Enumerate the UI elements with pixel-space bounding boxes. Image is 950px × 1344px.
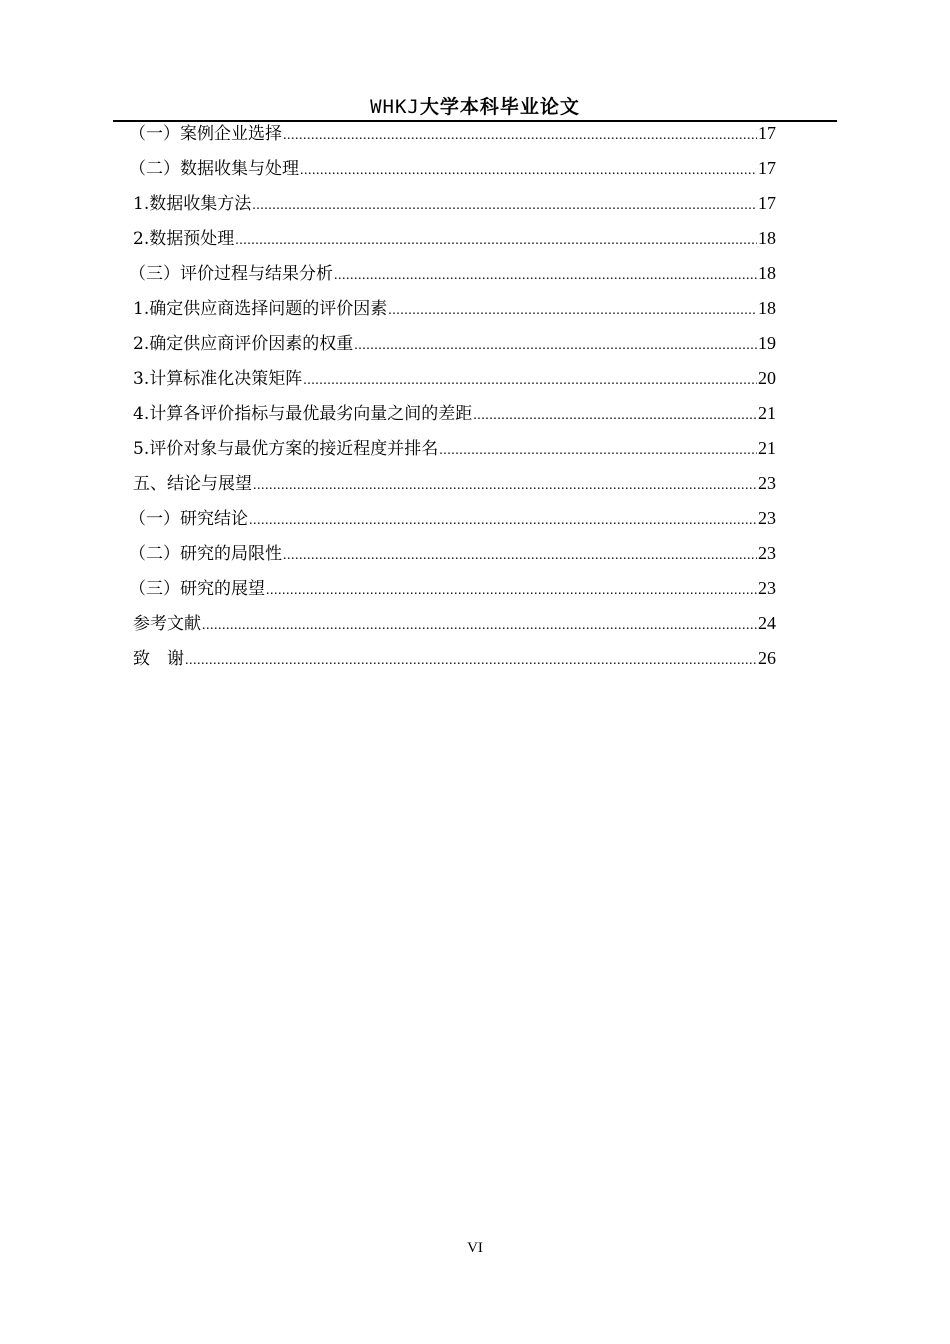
toc-entry-title: 5.评价对象与最优方案的接近程度并排名 [133,439,439,459]
toc-entry-title: 3.计算标准化决策矩阵 [133,369,303,389]
toc-dot-leader [388,298,757,324]
toc-entry-title: 2.确定供应商评价因素的权重 [133,334,354,354]
toc-entry-page: 17 [758,123,776,143]
toc-entry-page: 21 [758,438,776,458]
toc-entry-title: （二）研究的局限性 [129,544,282,564]
toc-dot-leader [439,438,757,464]
toc-entry-page: 24 [758,613,776,633]
toc-entry-title: （一）案例企业选择 [129,124,282,144]
toc-entry[interactable] [133,365,776,400]
table-of-contents [129,120,776,680]
header-school-code: WHKJ [370,96,420,118]
toc-entry-page: 17 [758,193,776,213]
toc-dot-leader [185,648,757,674]
toc-entry-page: 18 [758,228,776,248]
toc-entry-title: 五、结论与展望 [133,474,252,494]
toc-dot-leader [202,613,757,639]
toc-entry-page: 23 [758,473,776,493]
toc-entry[interactable] [129,260,776,295]
toc-dot-leader [303,368,757,394]
toc-entry-title: 致 谢 [133,649,184,669]
toc-entry-title: （二）数据收集与处理 [129,159,299,179]
toc-dot-leader [354,333,757,359]
toc-entry-page: 23 [758,543,776,563]
toc-entry[interactable] [133,400,776,435]
toc-entry-page: 20 [758,368,776,388]
toc-entry[interactable] [133,330,776,365]
toc-entry-title: 4.计算各评价指标与最优最劣向量之间的差距 [133,404,473,424]
toc-entry[interactable] [133,470,776,505]
toc-entry-title: （三）研究的展望 [129,579,265,599]
toc-entry-page: 23 [758,508,776,528]
toc-entry[interactable] [133,225,776,260]
toc-entry-page: 26 [758,648,776,668]
toc-dot-leader [283,123,757,149]
toc-dot-leader [283,543,757,569]
toc-entry[interactable] [133,435,776,470]
toc-entry[interactable] [133,295,776,330]
toc-entry-page: 21 [758,403,776,423]
toc-entry-title: （一）研究结论 [129,509,248,529]
toc-dot-leader [253,473,757,499]
running-header [113,94,837,122]
toc-entry[interactable] [129,155,776,190]
toc-entry-title: 1.确定供应商选择问题的评价因素 [133,299,388,319]
toc-entry-title: 参考文献 [133,614,201,634]
toc-entry[interactable] [129,575,776,610]
header-title: 大学本科毕业论文 [419,96,580,118]
toc-entry-page: 23 [758,578,776,598]
toc-entry-title: 2.数据预处理 [133,229,235,249]
toc-entry-title: （三）评价过程与结果分析 [129,264,333,284]
toc-entry[interactable] [129,505,776,540]
toc-dot-leader [473,403,757,429]
toc-entry[interactable] [133,610,776,645]
toc-entry-page: 18 [758,263,776,283]
toc-entry[interactable] [133,645,776,680]
toc-entry[interactable] [133,190,776,225]
toc-entry[interactable] [129,120,776,155]
toc-dot-leader [249,508,757,534]
toc-dot-leader [235,228,757,254]
toc-dot-leader [252,193,757,219]
page-number: VI [467,1240,483,1256]
toc-entry-title: 1.数据收集方法 [133,194,252,214]
toc-entry[interactable] [129,540,776,575]
toc-dot-leader [266,578,757,604]
toc-entry-page: 17 [758,158,776,178]
toc-entry-page: 18 [758,298,776,318]
toc-entry-page: 19 [758,333,776,353]
toc-dot-leader [300,158,757,184]
toc-dot-leader [334,263,757,289]
